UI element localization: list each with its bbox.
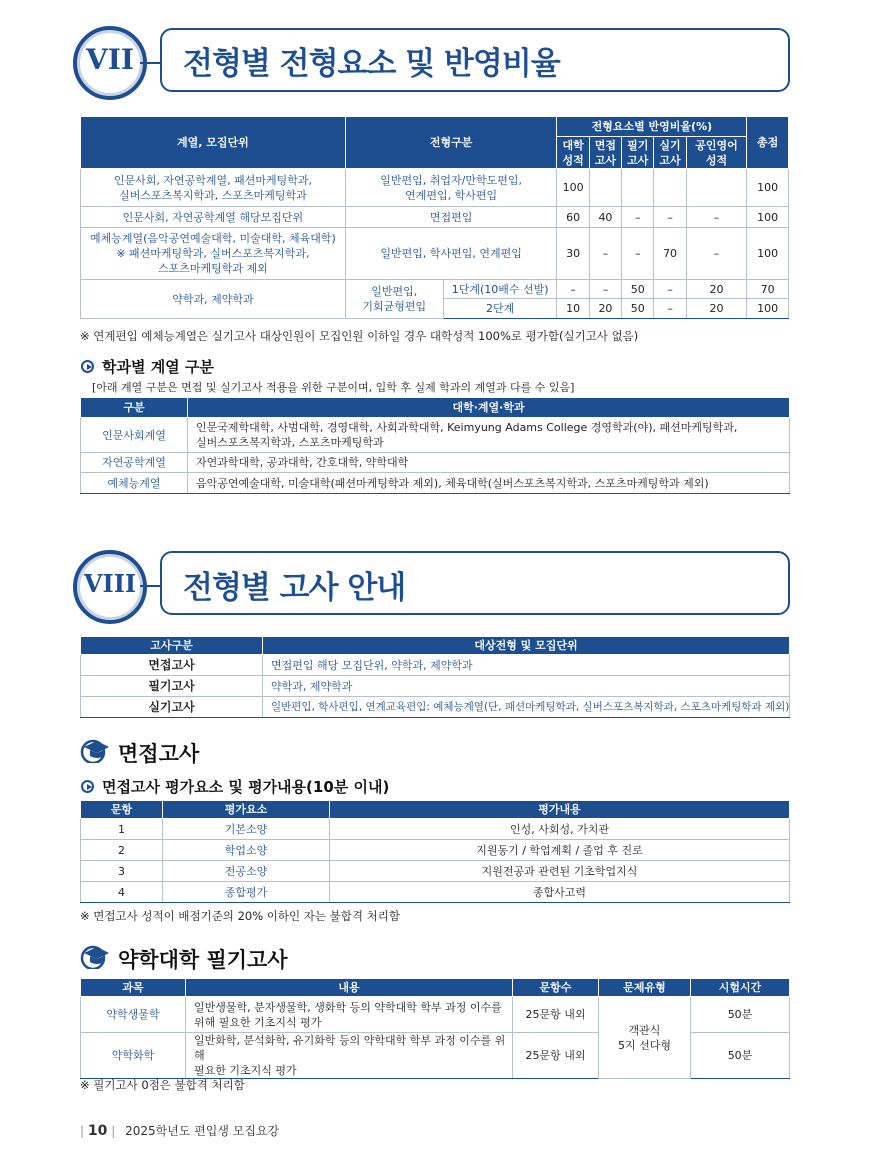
content-cell: 지원전공과 관련된 기초학업지식 xyxy=(330,861,790,882)
value-cell: 20 xyxy=(686,299,747,319)
subject-cell: 약학화학 xyxy=(81,1033,186,1079)
target-cell: 약학과, 제약학과 xyxy=(263,676,790,697)
header-type: 전형구분 xyxy=(345,117,557,169)
doc-title: 2025학년도 편입생 모집요강 xyxy=(125,1124,280,1138)
header-list: 대학·계열·학과 xyxy=(188,398,790,418)
section-numeral: VIII xyxy=(83,569,137,598)
content-cell: 지원동기 / 학업계획 / 졸업 후 진로 xyxy=(330,840,790,861)
section-connector xyxy=(140,585,162,587)
table-row xyxy=(81,861,790,882)
table-row xyxy=(81,997,790,1033)
play-circle-icon xyxy=(81,360,94,373)
table-row xyxy=(81,280,789,299)
type-cell: 일반편입, 기회균형편입 xyxy=(345,280,443,319)
table-row xyxy=(81,169,789,207)
value-cell: – xyxy=(654,299,686,319)
time-cell: 50분 xyxy=(691,997,790,1033)
header-total: 총점 xyxy=(747,117,789,169)
graduation-cap-icon xyxy=(80,737,110,763)
value-cell: 30 xyxy=(557,228,589,280)
header-col: 면접 고사 xyxy=(589,137,621,169)
header-ratio: 전형요소별 반영비율(%) xyxy=(557,117,747,137)
cat-cell: 예체능계열 xyxy=(81,473,188,494)
value-cell: – xyxy=(654,280,686,299)
table-row xyxy=(81,655,790,676)
content-cell: 일반화학, 분석화학, 유기화학 등의 약학대학 학부 과정 이수를 위해 필요한 기초지식 평가 xyxy=(186,1033,513,1079)
value-cell: – xyxy=(686,228,747,280)
header-elem: 평가요소 xyxy=(163,801,330,819)
count-cell: 25문항 내외 xyxy=(513,997,599,1033)
interview-heading: 면접고사 xyxy=(118,742,200,766)
header-type: 문제유형 xyxy=(599,979,691,997)
unit-cell: 예체능계열(음악공연예술대학, 미술대학, 체육대학) ※ 패션마케팅학과, 실버스포츠복지학과, 스포츠마케팅학과 제외 xyxy=(81,228,346,280)
list-cell: 음악공연예술대학, 미술대학(패션마케팅학과 제외), 체육대학(실버스포츠복지학과, 스포츠마케팅학과 제외) xyxy=(188,473,790,494)
header-kind: 고사구분 xyxy=(81,637,263,655)
header-no: 문항 xyxy=(81,801,163,819)
stage-cell: 1단계(10배수 선발) xyxy=(443,280,557,299)
page-footer xyxy=(80,1122,279,1139)
table-row xyxy=(81,418,790,453)
target-cell: 일반편입, 학사편입, 연계교육편입: 예체능계열(단, 패션마케팅학과, 실버스포츠복지학과, 스포츠마케팅학과 제외) xyxy=(263,697,790,718)
unit-cell: 인문사회, 자연공학계열 해당모집단위 xyxy=(81,207,346,228)
value-cell: – xyxy=(686,207,747,228)
table-row xyxy=(81,840,790,861)
table-row xyxy=(81,207,789,228)
value-cell: 40 xyxy=(589,207,621,228)
value-cell: 100 xyxy=(747,228,789,280)
table-row xyxy=(81,676,790,697)
value-cell xyxy=(589,169,621,207)
kind-cell: 면접고사 xyxy=(81,655,263,676)
content-cell: 인성, 사회성, 가치관 xyxy=(330,819,790,840)
table-row xyxy=(81,473,790,494)
value-cell: 20 xyxy=(686,280,747,299)
no-cell: 2 xyxy=(81,840,163,861)
written-heading: 약학대학 필기고사 xyxy=(118,948,288,972)
footer-bar: | xyxy=(80,1124,85,1138)
header-time: 시험시간 xyxy=(691,979,790,997)
value-cell: 50 xyxy=(622,280,654,299)
value-cell: – xyxy=(622,228,654,280)
section-title: 전형별 고사 안내 xyxy=(183,570,406,606)
stage-cell: 2단계 xyxy=(443,299,557,319)
ratio-note: ※ 연계편입 예체능계열은 실기고사 대상인원이 모집인원 이하일 경우 대학성적 100%로 평가함(실기고사 없음) xyxy=(80,329,639,343)
elem-cell: 전공소양 xyxy=(163,861,330,882)
play-circle-icon xyxy=(81,780,94,793)
interview-note: ※ 면접고사 성적이 배점기준의 20% 이하인 자는 불합격 처리함 xyxy=(80,909,400,923)
section-badge-7 xyxy=(73,26,147,100)
unit-cell: 약학과, 제약학과 xyxy=(81,280,346,319)
header-unit: 계열, 모집단위 xyxy=(81,117,346,169)
interview-subheading: 면접고사 평가요소 및 평가내용(10분 이내) xyxy=(102,778,390,796)
header-count: 문항수 xyxy=(513,979,599,997)
elem-cell: 종합평가 xyxy=(163,882,330,903)
target-cell: 면접편입 해당 모집단위, 약학과, 제약학과 xyxy=(263,655,790,676)
table-row xyxy=(81,697,790,718)
ratio-table xyxy=(80,116,789,319)
value-cell xyxy=(622,169,654,207)
no-cell: 1 xyxy=(81,819,163,840)
list-cell: 자연과학대학, 공과대학, 간호대학, 약학대학 xyxy=(188,453,790,473)
written-note: ※ 필기고사 0점은 불합격 처리함 xyxy=(80,1078,245,1092)
type-cell: 면접편입 xyxy=(345,207,557,228)
no-cell: 3 xyxy=(81,861,163,882)
kind-cell: 실기고사 xyxy=(81,697,263,718)
section-badge-8 xyxy=(73,550,147,624)
count-cell: 25문항 내외 xyxy=(513,1033,599,1079)
header-cat: 구분 xyxy=(81,398,188,418)
time-cell: 50분 xyxy=(691,1033,790,1079)
header-col: 필기 고사 xyxy=(622,137,654,169)
table-row xyxy=(81,819,790,840)
value-cell: 50 xyxy=(622,299,654,319)
table-row xyxy=(81,882,790,903)
type-cell: 일반편입, 취업자/만학도편입, 연계편입, 학사편입 xyxy=(345,169,557,207)
value-cell: – xyxy=(557,280,589,299)
header-col: 실기 고사 xyxy=(654,137,686,169)
written-table xyxy=(80,978,790,1079)
value-cell: – xyxy=(589,228,621,280)
exam-table xyxy=(80,636,790,718)
type-cell: 일반편입, 학사편입, 연계편입 xyxy=(345,228,557,280)
value-cell: 100 xyxy=(747,207,789,228)
value-cell: 10 xyxy=(557,299,589,319)
value-cell: 100 xyxy=(747,299,789,319)
table-row xyxy=(81,453,790,473)
cat-cell: 자연공학계열 xyxy=(81,453,188,473)
header-col: 공인영어 성적 xyxy=(686,137,747,169)
header-col: 대학 성적 xyxy=(557,137,589,169)
type-cell: 객관식 5지 선다형 xyxy=(599,997,691,1079)
section-title: 전형별 전형요소 및 반영비율 xyxy=(183,46,560,82)
subject-cell: 약학생물학 xyxy=(81,997,186,1033)
value-cell: 100 xyxy=(557,169,589,207)
footer-bar: | xyxy=(111,1124,116,1138)
value-cell: 70 xyxy=(747,280,789,299)
page-number: 10 xyxy=(87,1123,108,1139)
value-cell: – xyxy=(654,207,686,228)
table-row xyxy=(81,228,789,280)
header-target: 대상전형 및 모집단위 xyxy=(263,637,790,655)
value-cell: – xyxy=(589,280,621,299)
elem-cell: 기본소양 xyxy=(163,819,330,840)
section-numeral: VII xyxy=(86,43,134,76)
section-connector xyxy=(140,62,162,64)
dept-table xyxy=(80,397,790,494)
dept-subnote: [아래 계열 구분은 면접 및 실기고사 적용을 위한 구분이며, 입학 후 실제 학과의 계열과 다를 수 있음] xyxy=(92,381,575,394)
value-cell: – xyxy=(622,207,654,228)
dept-heading: 학과별 계열 구분 xyxy=(102,358,214,376)
list-cell: 인문국제학대학, 사범대학, 경영대학, 사회과학대학, Keimyung Adams College 경영학과(야), 패션마케팅학과, 실버스포츠복지학과, 스포츠마케팅학과 xyxy=(188,418,790,453)
value-cell xyxy=(654,169,686,207)
graduation-cap-icon xyxy=(80,943,110,969)
content-cell: 종합사고력 xyxy=(330,882,790,903)
value-cell: 70 xyxy=(654,228,686,280)
header-subject: 과목 xyxy=(81,979,186,997)
value-cell: 100 xyxy=(747,169,789,207)
value-cell: 20 xyxy=(589,299,621,319)
interview-table xyxy=(80,800,790,903)
elem-cell: 학업소양 xyxy=(163,840,330,861)
kind-cell: 필기고사 xyxy=(81,676,263,697)
content-cell: 일반생물학, 분자생물학, 생화학 등의 약학대학 학부 과정 이수를 위해 필요한 기초지식 평가 xyxy=(186,997,513,1033)
no-cell: 4 xyxy=(81,882,163,903)
cat-cell: 인문사회계열 xyxy=(81,418,188,453)
header-content: 내용 xyxy=(186,979,513,997)
value-cell: 60 xyxy=(557,207,589,228)
unit-cell: 인문사회, 자연공학계열, 패션마케팅학과, 실버스포츠복지학과, 스포츠마케팅학과 xyxy=(81,169,346,207)
header-content: 평가내용 xyxy=(330,801,790,819)
value-cell xyxy=(686,169,747,207)
